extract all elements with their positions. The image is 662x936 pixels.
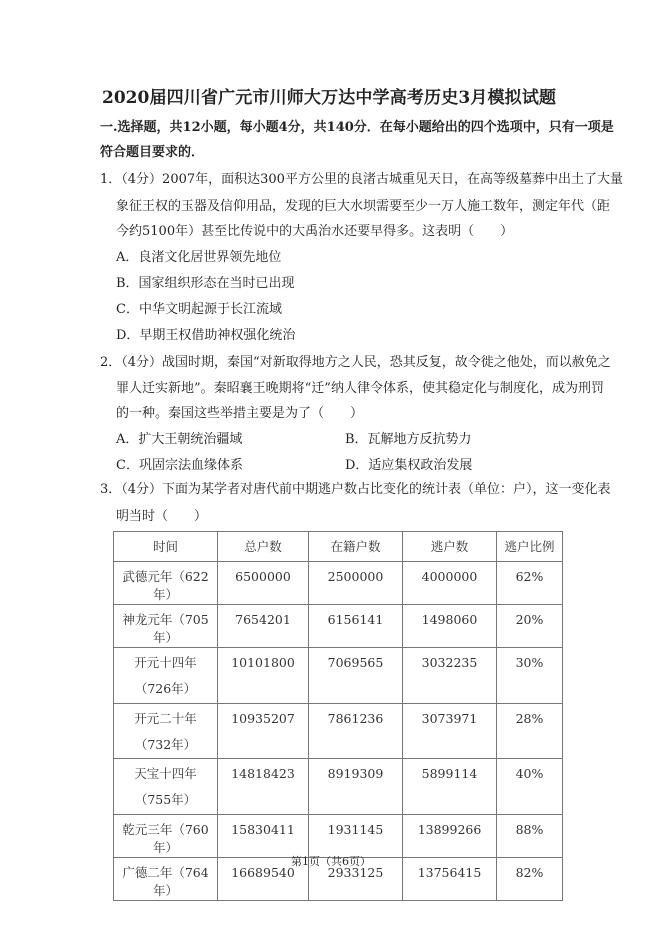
table-cell: 开元十四年（726年） [114,648,218,704]
table-row [114,605,563,648]
table-cell: 7654201 [218,605,309,648]
section-line: 符合题目要求的． [100,145,205,160]
table-cell: 乾元三年（760年） [114,815,218,858]
page-title: 2020届四川省广元市川师大万达中学高考历史3月模拟试题 [102,88,556,108]
option-a: A．扩大王朝统治疆域 [116,432,243,447]
table-cell: 神龙元年（705年） [114,605,218,648]
option-d: D．适应集权政治发展 [345,458,473,473]
question-text: 的一种。秦国这些举措主要是为了（ ） [116,406,364,421]
table-row [114,815,563,858]
table-header: 时间 [114,532,218,562]
table-cell: 1931145 [309,815,403,858]
option-d: D．早期王权借助神权强化统治 [116,328,296,343]
table-cell: 13756415 [403,858,497,901]
table-cell: 88% [497,815,563,858]
table-cell: 62% [497,562,563,605]
table-cell: 8919309 [309,759,403,815]
table-cell: 2933125 [309,858,403,901]
table-cell: 6500000 [218,562,309,605]
table-cell: 10935207 [218,704,309,759]
question-text: 罪人迁实新地”。秦昭襄王晚期将“迁”纳人律令体系，使其稳定化与制度化，成为刑罚 [116,381,604,396]
table-header-row [114,532,563,562]
table-cell: 7861236 [309,704,403,759]
table-cell: 广德二年（764年） [114,858,218,901]
table-cell: 10101800 [218,648,309,704]
households-table [113,531,563,901]
page-footer: 第1页（共6页） [291,855,371,868]
table-row [114,759,563,815]
section-line: 一.选择题，共12小题，每小题4分，共140分．在每小题给出的四个选项中，只有一项是 [100,120,614,135]
table-cell: 15830411 [218,815,309,858]
table-cell: 30% [497,648,563,704]
table-cell: 40% [497,759,563,815]
table-header: 总户数 [218,532,309,562]
table-cell: 1498060 [403,605,497,648]
table-cell: 2500000 [309,562,403,605]
table-cell: 天宝十四年（755年） [114,759,218,815]
option-b: B．国家组织形态在当时已出现 [116,276,295,291]
table-cell: 3073971 [403,704,497,759]
table-cell: 5899114 [403,759,497,815]
question-text: 明当时（ ） [116,509,208,524]
table-cell: 14818423 [218,759,309,815]
table-cell: 82% [497,858,563,901]
table-cell: 20% [497,605,563,648]
table-cell: 6156141 [309,605,403,648]
option-c: C．巩固宗法血缘体系 [116,458,243,473]
table-cell: 13899266 [403,815,497,858]
table-row [114,648,563,704]
question-text: 3．（4分）下面为某学者对唐代前中期逃户数占比变化的统计表（单位：户），这一变化表 [100,482,611,497]
table-header: 逃户数 [403,532,497,562]
table-cell: 7069565 [309,648,403,704]
table-header: 在籍户数 [309,532,403,562]
table-header: 逃户比例 [497,532,563,562]
option-c: C．中华文明起源于长江流域 [116,302,282,317]
question-text: 今约5100年）甚至比传说中的大禹治水还要早得多。这表明（ ） [116,224,514,239]
table-row [114,562,563,605]
table-cell: 16689540 [218,858,309,901]
table-cell: 28% [497,704,563,759]
option-a: A．良渚文化居世界领先地位 [116,250,282,265]
question-text: 2．（4分）战国时期，秦国“对新取得地方之人民，恐其反复，故令徙之他处，而以赦免之 [100,355,611,370]
table-cell: 3032235 [403,648,497,704]
question-text: 1．（4分）2007年，面积达300平方公里的良渚古城重见天日，在高等级墓葬中出土了大量 [100,172,623,187]
question-text: 象征王权的玉器及信仰用品，发现的巨大水坝需要至少一万人施工数年，测定年代（距 [116,199,611,214]
table-cell: 开元二十年（732年） [114,704,218,759]
table-cell: 武德元年（622年） [114,562,218,605]
table-cell: 4000000 [403,562,497,605]
option-b: B．瓦解地方反抗势力 [345,432,472,447]
table-row [114,704,563,759]
